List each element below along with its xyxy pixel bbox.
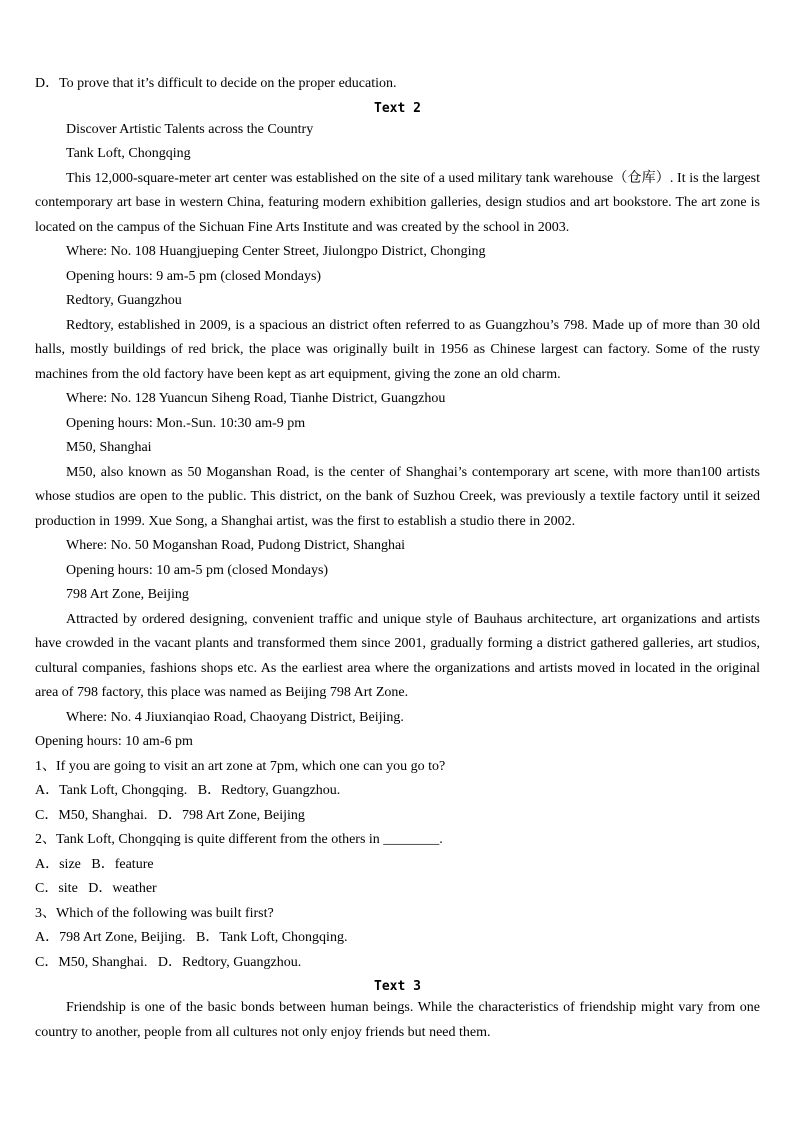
- venue-4-hours: Opening hours: 10 am-6 pm: [35, 734, 193, 749]
- question-1-options-ab: A．Tank Loft, Chongqing. B．Redtory, Guangzhou.: [35, 783, 341, 798]
- venue-4-name: 798 Art Zone, Beijing: [66, 587, 189, 602]
- text3-heading: Text 3: [374, 979, 421, 994]
- question-2-stem: 2、Tank Loft, Chongqing is quite different from the others in ________.: [35, 832, 443, 847]
- question-1-options-cd: C．M50, Shanghai. D．798 Art Zone, Beijing: [35, 807, 305, 823]
- venue-1-description: This 12,000-square-meter art center was established on the site of a used military tank warehouse（仓库）. It is the largest contemporary art base in western China, featuring modern exhibition galleries, design studios and art bookstore. The art zone is located on the campus of the Sichuan Fine Arts Institute and was created by the school in 2003.: [35, 170, 760, 235]
- text2-passage-title: Discover Artistic Talents across the Country: [66, 121, 314, 137]
- previous-option-d: D．To prove that it’s difficult to decide on the proper education.: [35, 76, 397, 91]
- question-3-stem: 3、Which of the following was built first?: [35, 905, 274, 921]
- venue-2-name: Redtory, Guangzhou: [66, 293, 182, 308]
- venue-2-where: Where: No. 128 Yuancun Siheng Road, Tianhe District, Guangzhou: [66, 391, 446, 406]
- question-2-options-cd: C．site D．weather: [35, 881, 157, 896]
- venue-3-where: Where: No. 50 Moganshan Road, Pudong District, Shanghai: [66, 538, 406, 553]
- text2-heading: Text 2: [374, 100, 421, 116]
- venue-3-description: M50, also known as 50 Moganshan Road, is the center of Shanghai’s contemporary art scene, with more than100 artists whose studios are open to the public. This district, on the bank of Suzhou Creek, was previously a textile factory until it seized production in 1999. Xue Song, a Shanghai artist, was the first to establish a studio there in 2002.: [35, 464, 760, 529]
- venue-1-name: Tank Loft, Chongqing: [66, 146, 191, 161]
- venue-3-hours: Opening hours: 10 am-5 pm (closed Mondays): [66, 562, 329, 578]
- venue-4-description: Attracted by ordered designing, convenient traffic and unique style of Bauhaus architecture, art organizations and artists have crowded in the vacant plants and transformed them since 2001, gradually forming a district gathered galleries, art studios, cultural companies, fashions shops etc. As the earliest area where the organizations and artists moved in located in the original area of 798 factory, this place was named as Beijing 798 Art Zone.: [35, 611, 760, 700]
- question-2-options-ab: A．size B．feature: [35, 856, 154, 872]
- venue-1-hours: Opening hours: 9 am-5 pm (closed Mondays): [66, 268, 322, 284]
- venue-1-where: Where: No. 108 Huangjueping Center Street, Jiulongpo District, Chonging: [66, 244, 486, 259]
- venue-2-description: Redtory, established in 2009, is a spacious an district often referred to as Guangzhou’s 798. Made up of more than 30 old halls, mostly buildings of red brick, the place was originally built in 1956 as Chinese largest can factory. Some of the rusty machines from the old factory have been kept as art equipment, giving the zone an old charm.: [35, 317, 760, 382]
- venue-3-name: M50, Shanghai: [66, 440, 152, 455]
- question-3-options-cd: C．M50, Shanghai. D．Redtory, Guangzhou.: [35, 954, 302, 970]
- text3-opening-paragraph: Friendship is one of the basic bonds between human beings. While the characteristics of friendship might vary from one country to another, people from all cultures not only enjoy friends but need them.: [35, 1000, 760, 1040]
- venue-4-where: Where: No. 4 Jiuxianqiao Road, Chaoyang District, Beijing.: [66, 709, 404, 725]
- venue-2-hours: Opening hours: Mon.-Sun. 10:30 am-9 pm: [66, 415, 306, 431]
- question-3-options-ab: A．798 Art Zone, Beijing. B．Tank Loft, Chongqing.: [35, 930, 348, 945]
- question-1-stem: 1、If you are going to visit an art zone at 7pm, which one can you go to?: [35, 758, 446, 774]
